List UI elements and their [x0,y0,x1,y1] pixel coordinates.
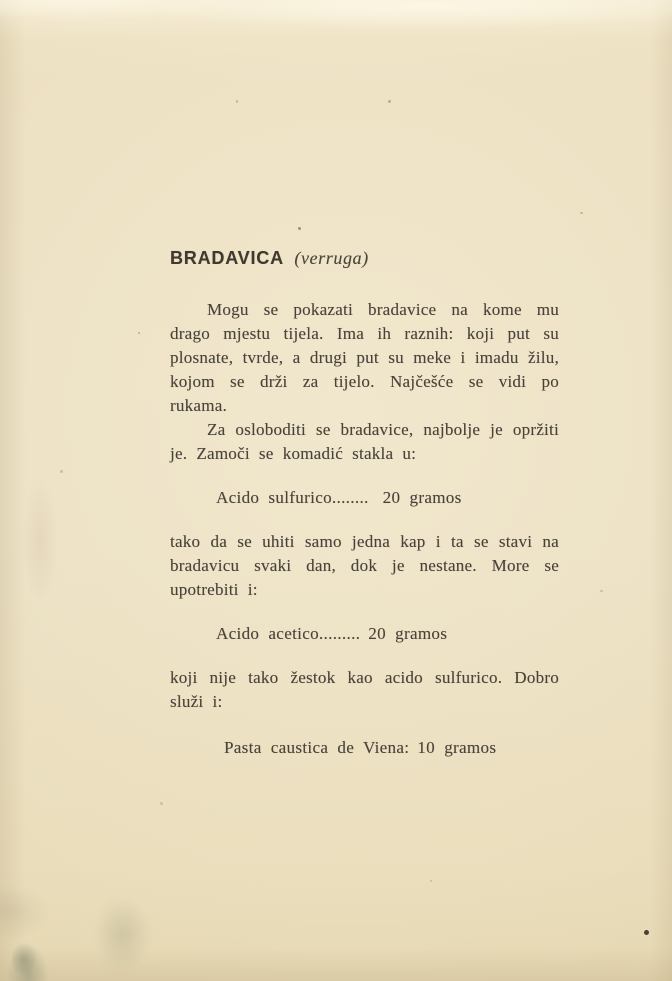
recipe-sulfurico-amount: 20 gramos [382,488,462,507]
paper-smudge [12,942,38,976]
section-heading [170,246,559,270]
heading-annotation: (verruga) [294,248,369,268]
paper-speck [388,100,391,103]
page-text-block [170,246,559,780]
recipe-line-pasta-caustica [170,736,559,760]
paper-speck [298,227,301,230]
paper-speck [138,332,140,334]
recipe-pasta-amount: 10 gramos [417,738,497,757]
paper-speck [430,880,432,882]
paper-speck [60,470,63,473]
recipe-acetico-label: Acido acetico......... [216,624,361,643]
paper-speck [580,212,583,214]
paragraph-treatment-intro: Za osloboditi se bradavice, najbolje je opržiti je. Zamoči se komadić stakla u: [170,420,559,463]
paper-smudge [96,900,156,970]
paragraph-comparison: koji nije tako žestok kao acido sulfurico. Dobro služi i: [170,668,559,711]
paper-speck [236,100,238,103]
paper-speck [600,590,603,592]
paragraph-description: Mogu se pokazati bradavice na kome mu drago mjestu tijela. Ima ih raznih: koji put su plosnate, tvrde, a drugi put su meke i imadu žilu, kojom se drži za tijelo. Najčešće se vidi po rukama. [170,300,559,415]
recipe-line-acetico [170,622,559,646]
heading-title: BRADAVICA [170,248,284,268]
paragraph-application: tako da se uhiti samo jedna kap i ta se stavi na bradavicu svaki dan, dok je nestane. More se upotrebiti i: [170,532,559,599]
recipe-line-sulfurico [170,486,559,510]
paper-speck [644,930,649,935]
recipe-pasta-label: Pasta caustica de Viena: [224,738,410,757]
recipe-sulfurico-label: Acido sulfurico........ [216,488,369,507]
paper-speck [160,802,163,805]
recipe-acetico-amount: 20 gramos [368,624,448,643]
